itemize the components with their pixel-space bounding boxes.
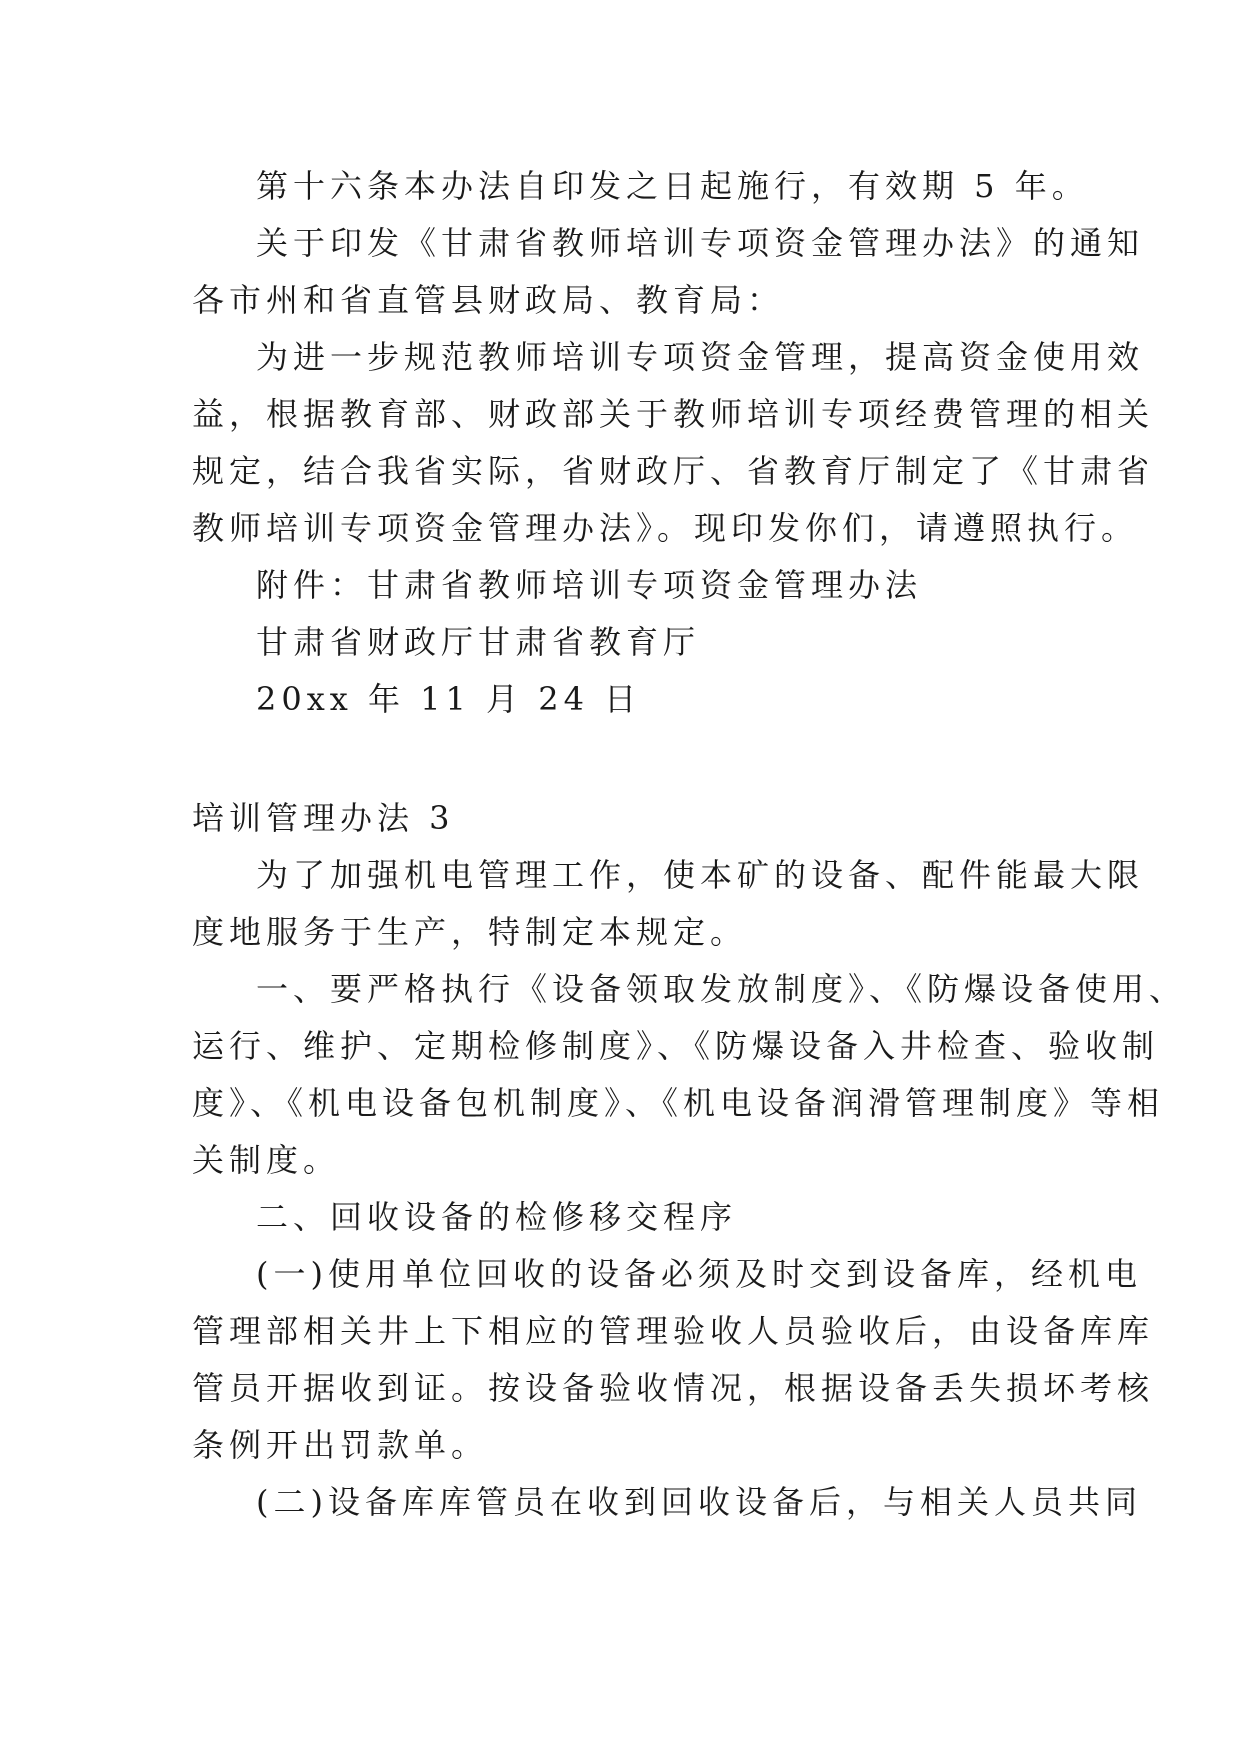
section-heading: 培训管理办法 3 xyxy=(192,799,455,837)
signature-line: 甘肃省财政厅甘肃省教育厅 xyxy=(256,623,701,661)
paragraph-line: 管理部相关井上下相应的管理验收人员验收后，由设备库库 xyxy=(192,1312,1155,1350)
paragraph-line: 一、要严格执行《设备领取发放制度》、《防爆设备使用、 xyxy=(256,970,1187,1008)
attachment-line: 附件：甘肃省教师培训专项资金管理办法 xyxy=(256,566,923,604)
notice-title-line: 关于印发《甘肃省教师培训专项资金管理办法》的通知 xyxy=(256,224,1145,262)
paragraph-line: (一)使用单位回收的设备必须及时交到设备库，经机电 xyxy=(256,1255,1142,1293)
document-body xyxy=(192,158,1187,1531)
subheading-line: 二、回收设备的检修移交程序 xyxy=(256,1198,738,1236)
paragraph-line: (二)设备库库管员在收到回收设备后，与相关人员共同 xyxy=(256,1483,1142,1521)
paragraph-line: 为进一步规范教师培训专项资金管理，提高资金使用效 xyxy=(256,338,1145,376)
paragraph-line: 度》、《机电设备包机制度》、《机电设备润滑管理制度》等相 xyxy=(192,1084,1165,1122)
paragraph-line: 管员开据收到证。按设备验收情况，根据设备丢失损坏考核 xyxy=(192,1369,1155,1407)
addressee-line: 各市州和省直管县财政局、教育局： xyxy=(192,281,785,319)
paragraph-line: 关制度。 xyxy=(192,1141,341,1179)
section-spacer xyxy=(192,728,1052,790)
date-line: 20xx 年 11 月 24 日 xyxy=(256,680,642,718)
paragraph-line: 教师培训专项资金管理办法》。现印发你们，请遵照执行。 xyxy=(192,509,1139,547)
paragraph-line: 第十六条本办法自印发之日起施行，有效期 5 年。 xyxy=(256,167,1089,205)
paragraph-line: 益，根据教育部、财政部关于教师培训专项经费管理的相关 xyxy=(192,395,1155,433)
paragraph-line: 运行、维护、定期检修制度》、《防爆设备入井检查、验收制 xyxy=(192,1027,1160,1065)
paragraph-line: 规定，结合我省实际，省财政厅、省教育厅制定了《甘肃省 xyxy=(192,452,1155,490)
paragraph-line: 度地服务于生产，特制定本规定。 xyxy=(192,913,748,951)
paragraph-line: 条例开出罚款单。 xyxy=(192,1426,489,1464)
paragraph-line: 为了加强机电管理工作，使本矿的设备、配件能最大限 xyxy=(256,856,1145,894)
